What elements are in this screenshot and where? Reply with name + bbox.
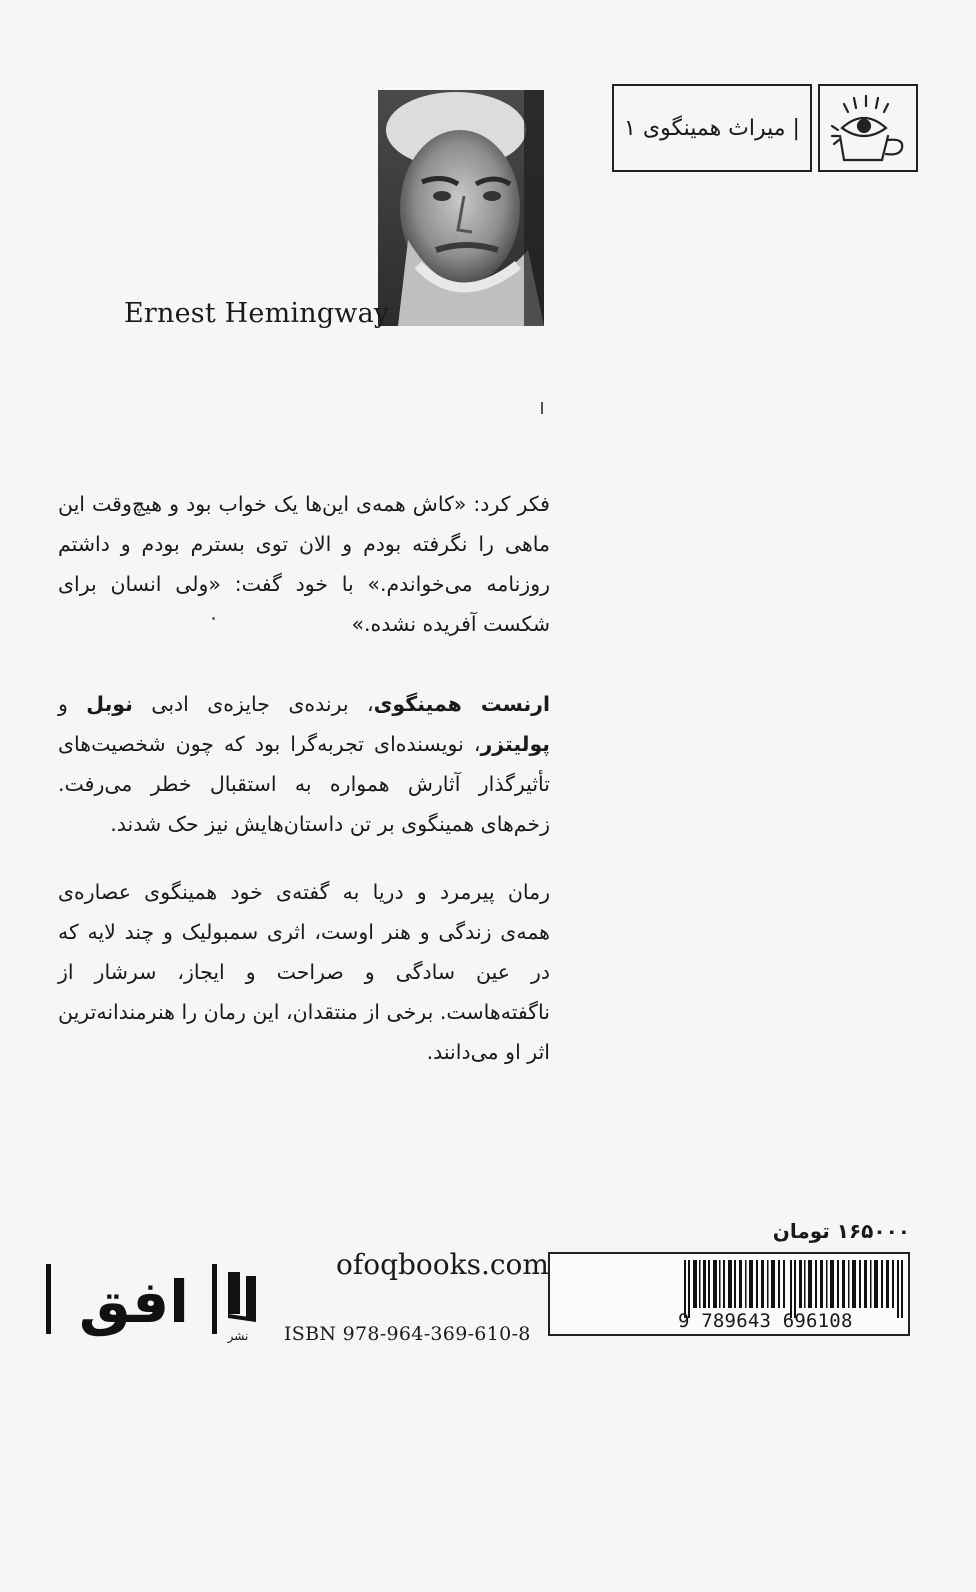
ofoq-logo-icon: [44, 1242, 258, 1346]
divider-mark: [541, 402, 543, 414]
price-label: ۱۶۵۰۰۰ تومان: [772, 1219, 910, 1243]
author-photo: [378, 90, 544, 326]
novel-paragraph: رمان پیرمرد و دریا به گفته‌ی خود همینگوی عصاره‌ی همه‌ی زندگی و هنر اوست، اثری سمبولیک و چند لایه که در عین سادگی و صراحت و ایجاز، سرشار از ناگفته‌هاست. برخی از منتقدان، این رمان را هنرمندانه‌ترین اثر او می‌دانند.: [58, 880, 550, 1064]
isbn-number: ISBN 978-964-369-610-8: [284, 1323, 531, 1345]
quote-paragraph: فکر کرد: «کاش همه‌ی این‌ها یک خواب بود و هیچ‌وقت این ماهی را نگرفته بودم و الان توی بسترم بودم و داشتم روزنامه می‌خواندم.» با خود گفت: «ولی انسان برای شکست آفریده نشده.»: [58, 492, 550, 636]
publisher-label: نشر: [227, 1329, 249, 1343]
publisher-name: افق: [78, 1268, 190, 1336]
bio-author-name: ارنست همینگوی: [373, 692, 550, 716]
barcode-digits: 9 789643 696108: [678, 1310, 853, 1332]
bio-nobel: نوبل: [86, 692, 133, 716]
barcode-box: [548, 1252, 910, 1336]
series-label: | میراث همینگوی ۱: [624, 115, 800, 141]
eye-cup-icon: [820, 86, 916, 170]
series-label-box: [612, 84, 812, 172]
bio-paragraph: [58, 684, 550, 844]
author-name: Ernest Hemingway: [124, 298, 390, 329]
bio-text-part1: ، برنده‌ی جایزه‌ی ادبی: [132, 692, 374, 716]
bio-text-part2: ، نویسنده‌ای تجربه‌گرا بود که چون شخصیت‌های تأثیرگذار آثارش همواره به استقبال خطر می‌رفت. زخم‌های همینگوی بر تن داستان‌هایش نیز حک شدند.: [58, 732, 550, 836]
bio-and: و: [58, 692, 87, 716]
author-portrait-image: [378, 90, 544, 326]
bio-pulitzer: پولیتزر: [480, 732, 550, 756]
publisher-website: ofoqbooks.com: [336, 1248, 549, 1281]
series-logo: [818, 84, 918, 172]
publisher-logo: [44, 1242, 258, 1346]
